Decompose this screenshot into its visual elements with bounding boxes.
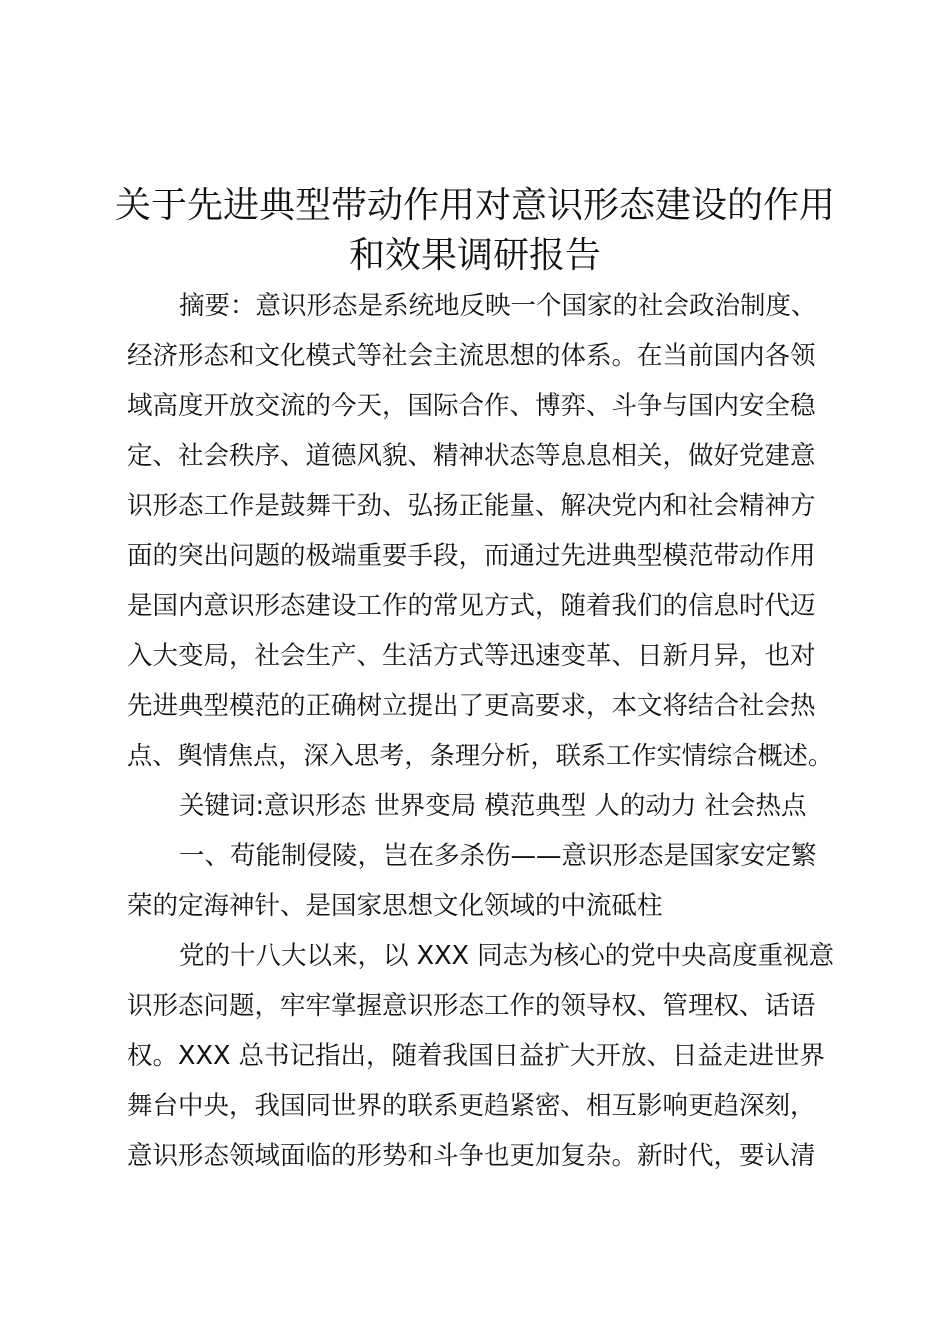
abstract-paragraph-line: 点、舆情焦点，深入思考，条理分析，联系工作实情综合概述。: [127, 741, 834, 770]
body-paragraph-line: 党的十八大以来，以 XXX 同志为核心的党中央高度重视意: [179, 941, 835, 971]
abstract-paragraph-line: 定、社会秩序、道德风貌、精神状态等息息相关，做好党建意: [127, 441, 816, 471]
section-heading-line: 荣的定海神针、是国家思想文化领域的中流砥柱: [127, 891, 663, 921]
abstract-paragraph-line: 先进典型模范的正确树立提出了更高要求，本文将结合社会热: [127, 691, 816, 721]
section-heading-line: 一、苟能制侵陵，岂在多杀伤——意识形态是国家安定繁: [179, 841, 817, 871]
body-paragraph-line: 权。XXX 总书记指出，随着我国日益扩大开放、日益走进世界: [127, 1041, 826, 1071]
abstract-paragraph-line: 域高度开放交流的今天，国际合作、博弈、斗争与国内安全稳: [127, 391, 816, 421]
document-title-line-1: 关于先进典型带动作用对意识形态建设的作用: [114, 185, 835, 226]
body-paragraph-line: 舞台中央，我国同世界的联系更趋紧密、相互影响更趋深刻，: [127, 1091, 816, 1121]
body-paragraph-line: 识形态问题，牢牢掌握意识形态工作的领导权、管理权、话语: [127, 991, 816, 1021]
abstract-paragraph-line: 经济形态和文化模式等社会主流思想的体系。在当前国内各领: [127, 341, 816, 371]
document-title-line-2: 和效果调研报告: [348, 235, 601, 276]
abstract-paragraph-line: 摘要：意识形态是系统地反映一个国家的社会政治制度、: [179, 291, 817, 321]
body-paragraph-line: 意识形态领域面临的形势和斗争也更加复杂。新时代，要认清: [127, 1141, 816, 1171]
keywords-line: 关键词:意识形态 世界变局 模范典型 人的动力 社会热点: [179, 791, 807, 821]
abstract-paragraph-line: 面的突出问题的极端重要手段，而通过先进典型模范带动作用: [127, 541, 816, 571]
abstract-paragraph-line: 识形态工作是鼓舞干劲、弘扬正能量、解决党内和社会精神方: [127, 491, 816, 521]
abstract-paragraph-line: 入大变局，社会生产、生活方式等迅速变革、日新月异，也对: [127, 641, 816, 671]
abstract-paragraph-line: 是国内意识形态建设工作的常见方式，随着我们的信息时代迈: [127, 591, 816, 621]
